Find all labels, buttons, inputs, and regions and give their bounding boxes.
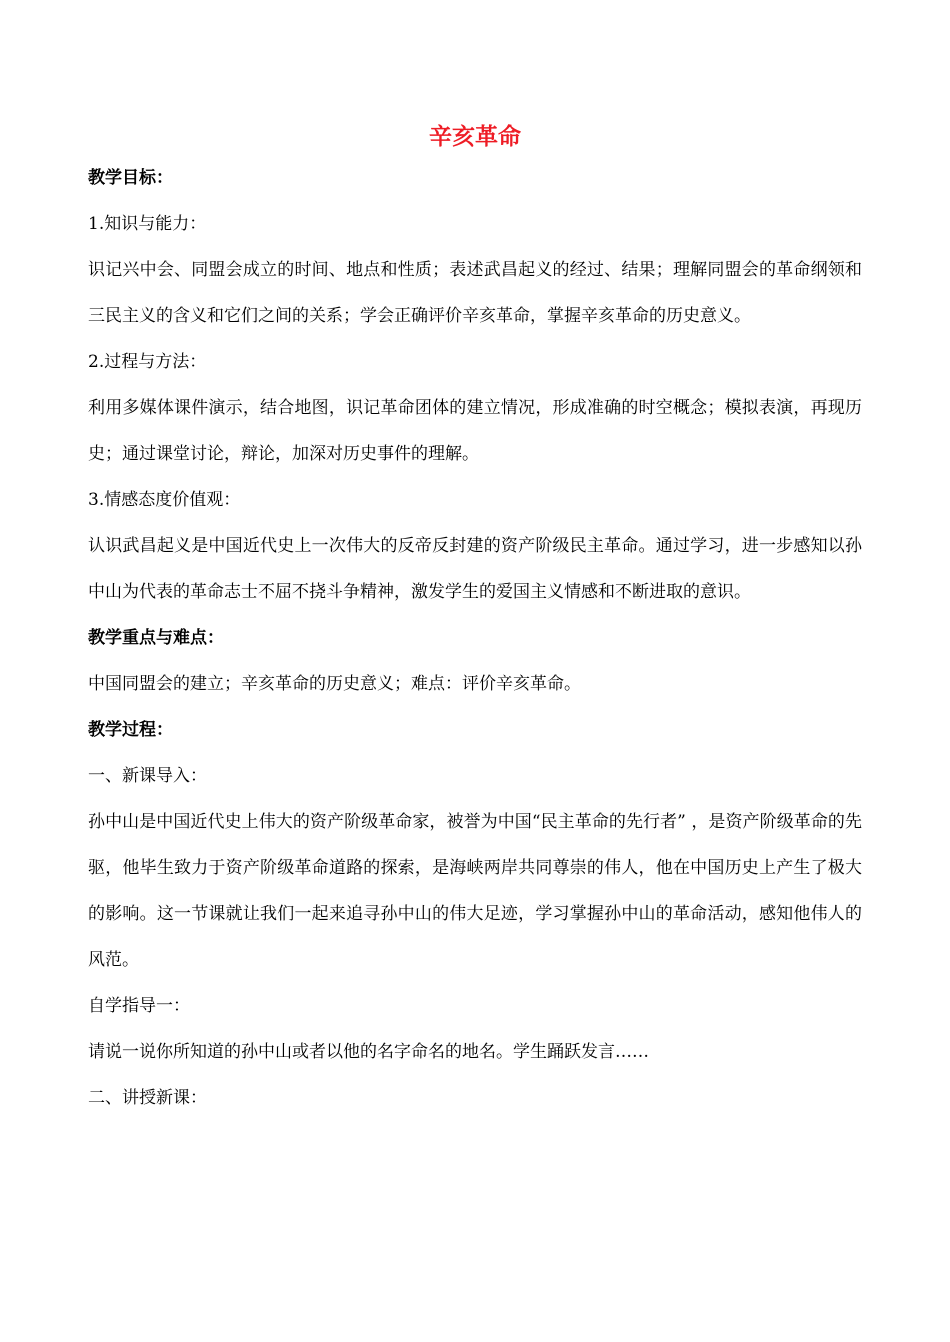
document-title: 辛亥革命 xyxy=(429,124,521,150)
section-heading-process: 教学过程： xyxy=(88,720,173,740)
self-study-guide-text: 请说一说你所知道的孙中山或者以他的名字命名的地名。学生踊跃发言…… xyxy=(88,1042,649,1062)
paragraph-introduction: 孙中山是中国近代史上伟大的资产阶级革命家，被誉为中国“民主革命的先行者” ，是资产阶级革命的先驱，他毕生致力于资产阶级革命道路的探索，是海峡两岸共同尊崇的伟人，他在中国历史上产生了极大的影响。这一节课就让我们一起来追寻孙中山的伟大足迹，学习掌握孙中山的革命活动，感知他伟人的风范。 xyxy=(88,812,862,970)
paragraph-values: 认识武昌起义是中国近代史上一次伟大的反帝反封建的资产阶级民主革命。通过学习，进一步感知以孙中山为代表的革命志士不屈不挠斗争精神，激发学生的爱国主义情感和不断进取的意识。 xyxy=(88,536,862,602)
section-heading-key-points: 教学重点与难点： xyxy=(88,628,224,648)
subheading-process: 2.过程与方法： xyxy=(88,352,207,372)
document-page xyxy=(88,118,862,1132)
subheading-introduction: 一、新课导入： xyxy=(88,766,207,786)
key-points-text: 中国同盟会的建立；辛亥革命的历史意义；难点：评价辛亥革命。 xyxy=(88,674,581,694)
paragraph-knowledge: 识记兴中会、同盟会成立的时间、地点和性质；表述武昌起义的经过、结果；理解同盟会的革命纲领和三民主义的含义和它们之间的关系；学会正确评价辛亥革命，掌握辛亥革命的历史意义。 xyxy=(88,260,862,326)
subheading-knowledge: 1.知识与能力： xyxy=(88,214,207,234)
section-heading-objectives: 教学目标： xyxy=(88,168,173,188)
subheading-values: 3.情感态度价值观： xyxy=(88,490,241,510)
subheading-new-lesson: 二、讲授新课： xyxy=(88,1088,207,1108)
self-study-guide-label: 自学指导一： xyxy=(88,996,190,1016)
paragraph-process: 利用多媒体课件演示，结合地图，识记革命团体的建立情况，形成准确的时空概念；模拟表演，再现历史；通过课堂讨论，辩论，加深对历史事件的理解。 xyxy=(88,398,862,464)
